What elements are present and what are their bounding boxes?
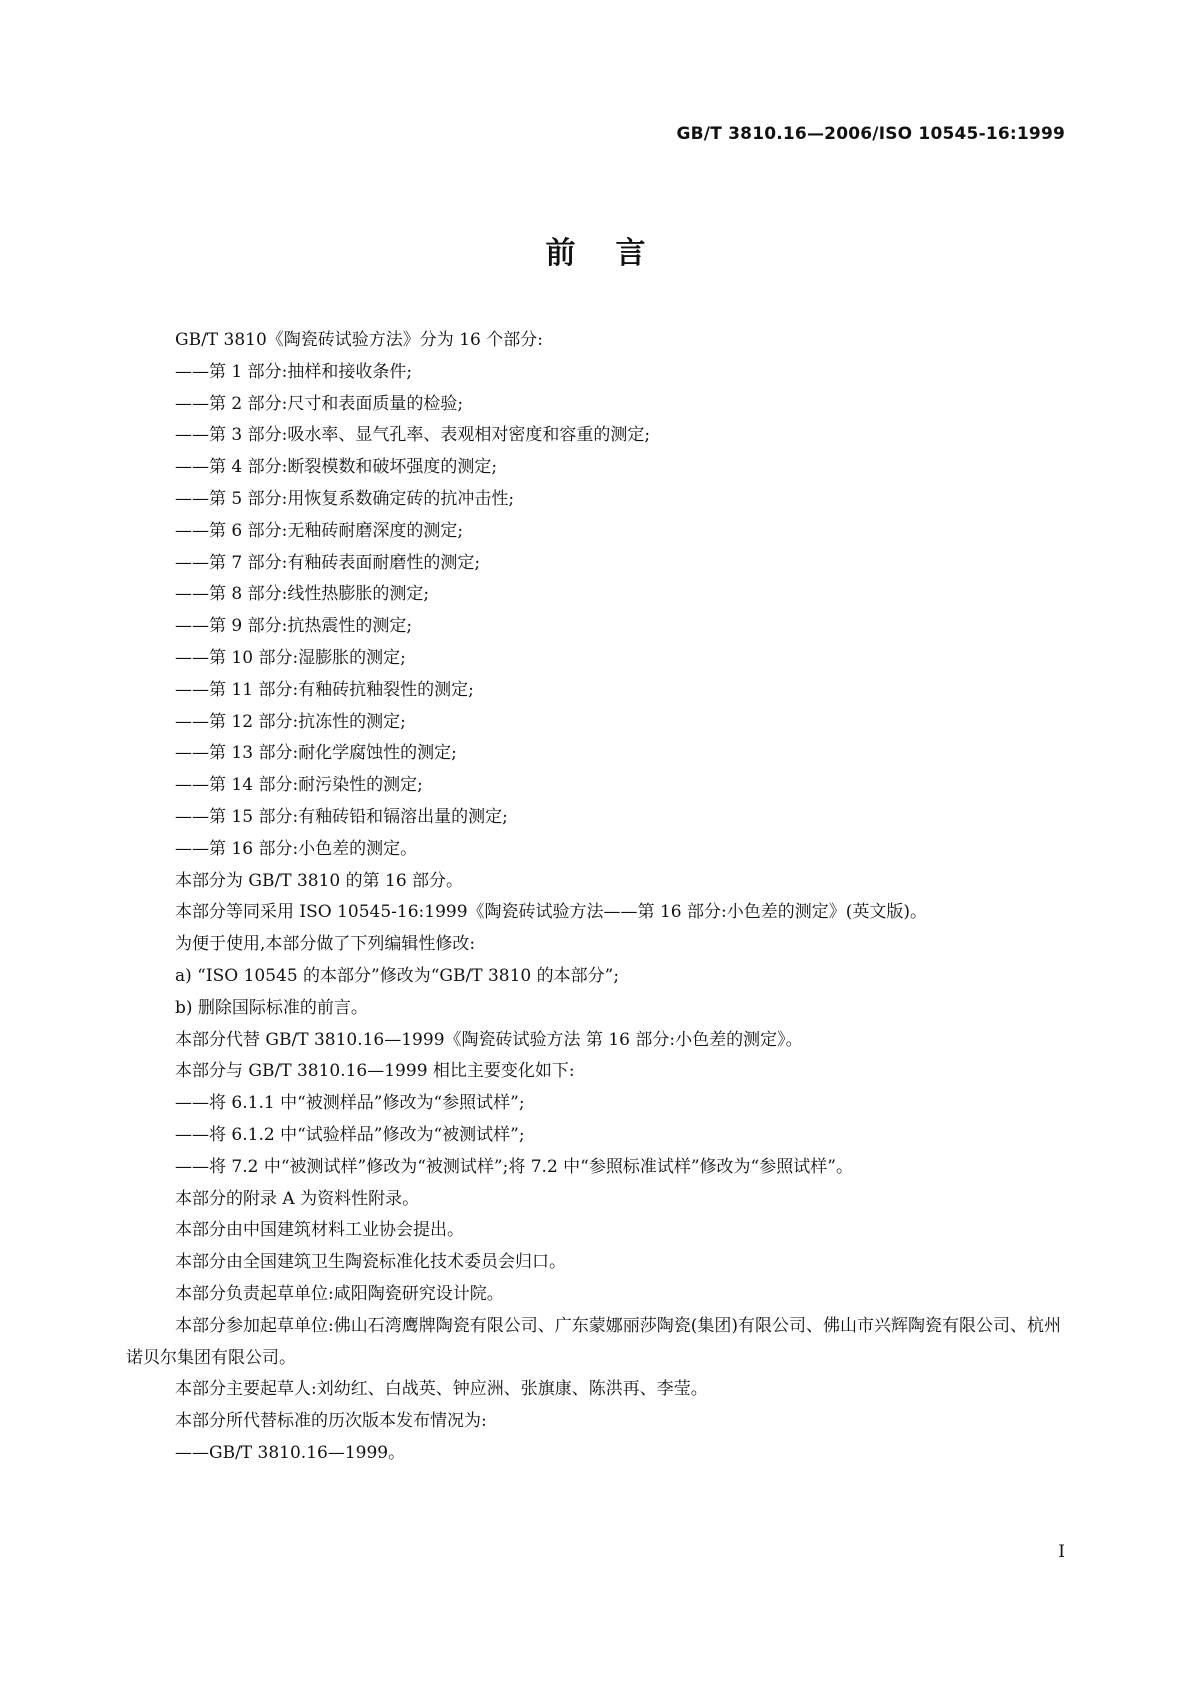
list-item: ——将 7.2 中“被测试样”修改为“被测试样”;将 7.2 中“参照标准试样”修改为“参照试样”。 [175,1156,853,1177]
list-item: ——第 6 部分:无釉砖耐磨深度的测定; [175,520,464,541]
list-item: a) “ISO 10545 的本部分”修改为“GB/T 3810 的本部分”; [175,965,620,986]
list-item: ——第 7 部分:有釉砖表面耐磨性的测定; [175,552,481,573]
list-item: ——第 5 部分:用恢复系数确定砖的抗冲击性; [175,488,515,509]
paragraph-line: 本部分的附录 A 为资料性附录。 [175,1188,420,1209]
paragraph-line: 本部分代替 GB/T 3810.16—1999《陶瓷砖试验方法 第 16 部分:小色差的测定》。 [175,1029,803,1050]
paragraph-line: 本部分由全国建筑卫生陶瓷标准化技术委员会归口。 [175,1252,566,1273]
list-item: ——第 12 部分:抗冻性的测定; [175,711,406,732]
list-item: ——第 14 部分:耐污染性的测定; [175,775,423,796]
paragraph-line: 本部分主要起草人:刘幼红、白战英、钟应洲、张旗康、陈洪再、李莹。 [175,1379,708,1400]
list-item: ——将 6.1.2 中“试验样品”修改为“被测试样”; [175,1124,525,1145]
paragraph-line: 本部分与 GB/T 3810.16—1999 相比主要变化如下: [175,1061,575,1082]
list-item: ——第 3 部分:吸水率、显气孔率、表观相对密度和容重的测定; [175,425,651,446]
list-item: ——第 9 部分:抗热震性的测定; [175,616,413,637]
paragraph-line: GB/T 3810《陶瓷砖试验方法》分为 16 个部分: [175,330,543,350]
paragraph-line: 本部分所代替标准的历次版本发布情况为: [175,1411,487,1432]
list-item: ——第 13 部分:耐化学腐蚀性的测定; [175,743,457,764]
list-item: ——第 15 部分:有釉砖铅和镉溶出量的测定; [175,806,508,827]
list-item: ——将 6.1.1 中“被测样品”修改为“参照试样”; [175,1093,525,1114]
page-title: 前言 [545,236,686,271]
list-item: ——第 10 部分:湿膨胀的测定; [175,647,406,668]
paragraph-line: 本部分由中国建筑材料工业协会提出。 [175,1220,464,1241]
list-item: ——第 8 部分:线性热膨胀的测定; [175,584,430,605]
list-item: ——第 4 部分:断裂模数和破坏强度的测定; [175,457,498,478]
list-item: ——第 1 部分:抽样和接收条件; [175,361,413,382]
list-item: ——GB/T 3810.16—1999。 [175,1442,406,1463]
paragraph-line: 本部分等同采用 ISO 10545-16:1999《陶瓷砖试验方法——第 16 部分:小色差的测定》(英文版)。 [175,902,927,923]
list-item: b) 删除国际标准的前言。 [175,997,368,1018]
list-item: ——第 2 部分:尺寸和表面质量的检验; [175,393,464,414]
standard-number-header: GB/T 3810.16—2006/ISO 10545-16:1999 [676,124,1065,144]
list-item: ——第 11 部分:有釉砖抗釉裂性的测定; [175,679,474,700]
paragraph-line: 为便于使用,本部分做了下列编辑性修改: [175,934,476,955]
paragraph-line: 本部分参加起草单位:佛山石湾鹰牌陶瓷有限公司、广东蒙娜丽莎陶瓷(集团)有限公司、佛山市兴辉陶瓷有限公司、杭州诺贝尔集团有限公司。 [126,1315,1061,1368]
foreword-body [126,325,1068,1470]
list-item: ——第 16 部分:小色差的测定。 [175,838,418,859]
page-number: I [1058,1542,1065,1562]
paragraph-line: 本部分负责起草单位:咸阳陶瓷研究设计院。 [175,1283,504,1304]
paragraph-line: 本部分为 GB/T 3810 的第 16 部分。 [175,870,464,891]
